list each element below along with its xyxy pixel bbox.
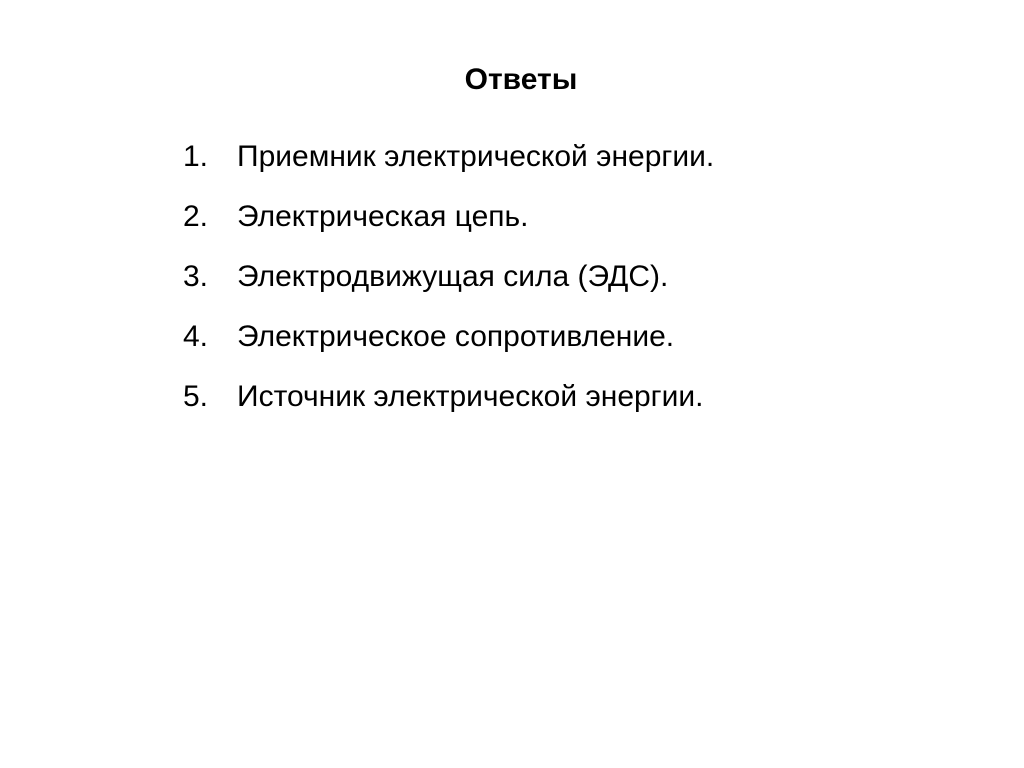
answer-number: 3.	[183, 260, 209, 293]
answer-text: Источник электрической энергии.	[237, 380, 704, 413]
answer-text: Электрическое сопротивление.	[237, 320, 675, 353]
answer-number: 4.	[183, 320, 209, 353]
answer-text: Электрическая цепь.	[237, 200, 529, 233]
answer-number: 1.	[183, 140, 209, 173]
answer-number: 2.	[183, 200, 209, 233]
answer-number: 5.	[183, 380, 209, 413]
slide-title: Ответы	[464, 63, 578, 96]
answer-text: Приемник электрической энергии.	[237, 140, 715, 173]
answer-text: Электродвижущая сила (ЭДС).	[237, 260, 669, 293]
